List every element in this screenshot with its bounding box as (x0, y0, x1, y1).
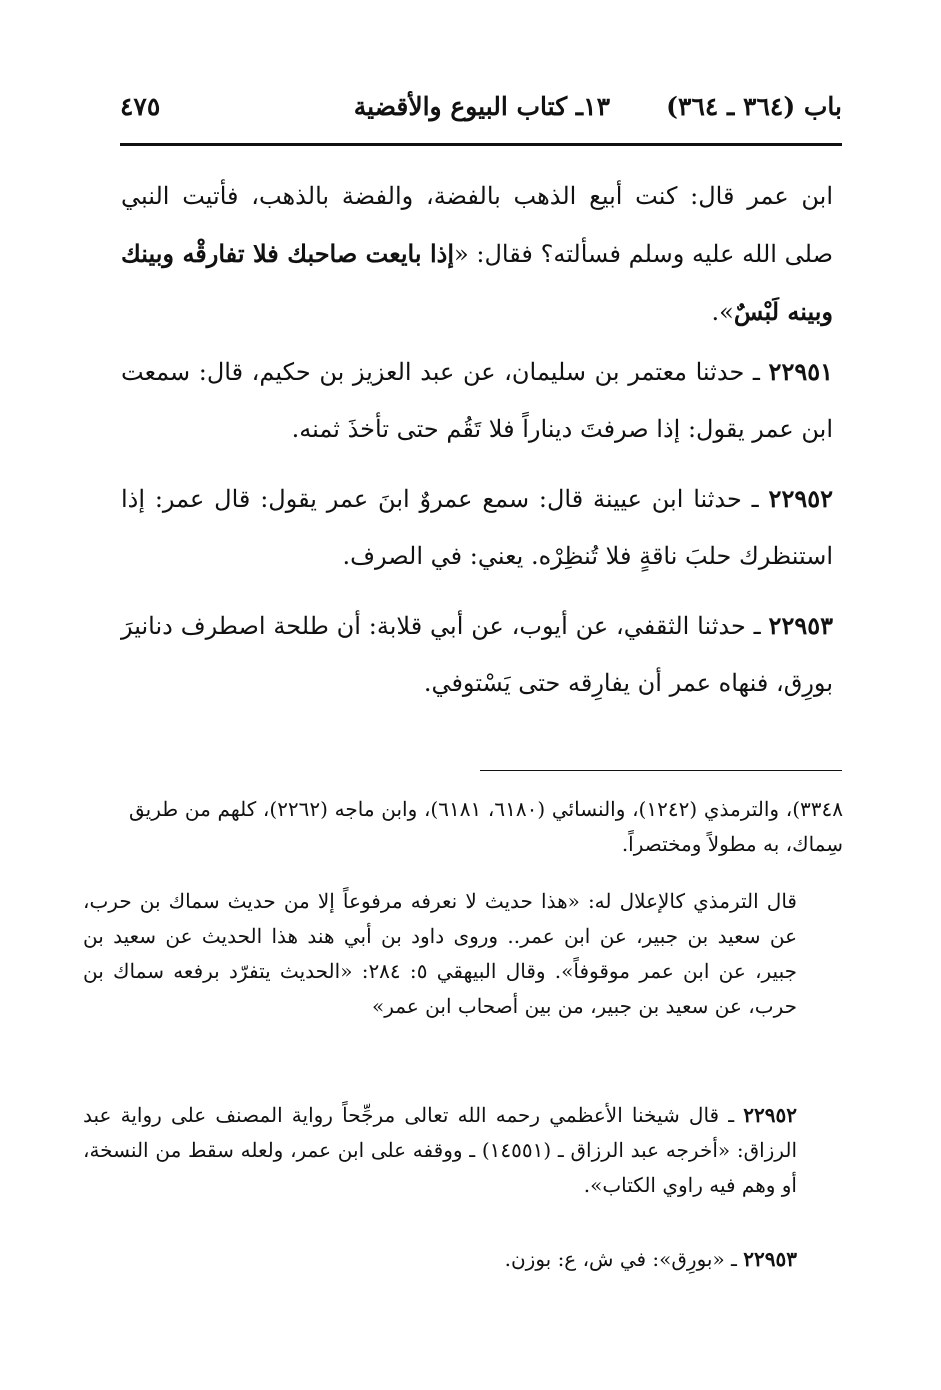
footnote-separator (480, 770, 842, 771)
footnote-text: ـ «بورِق»: في ش، ع: بوزن. (504, 1247, 744, 1271)
page-number: ٤٧٥ (120, 92, 161, 121)
hadith-number: ٢٢٩٥٣ (768, 611, 833, 640)
chapter-heading: باب (٣٦٤ ـ ٣٦٤) (666, 92, 842, 121)
footnote-number: ٢٢٩٥٣ (743, 1247, 797, 1271)
footnote-22953 (83, 1242, 843, 1277)
footnote-number: ٢٢٩٥٢ (743, 1103, 797, 1127)
continuation-text: ابن عمر قال: كنت أبيع الذهب بالفضة، والفضة بالذهب، فأتيت النبي صلى الله عليه وسلم فسألته؟ فقال: « (121, 182, 833, 268)
hadith-22951 (121, 343, 833, 458)
hadith-text: ـ حدثنا ابن عيينة قال: سمع عمروٌ ابنَ عمر يقول: قال عمر: إذا استنظرك حلبَ ناقةٍ فلا تُنظِرْه. يعني: في الصرف. (121, 485, 833, 570)
footnote-22952 (83, 1098, 843, 1203)
continuation-paragraph (121, 168, 833, 341)
hadith-text: ـ حدثنا معتمر بن سليمان، عن عبد العزيز بن حكيم، قال: سمعت ابن عمر يقول: إذا صرفتَ ديناراً فلا تَقُم حتى تأخذَ ثمنه. (121, 358, 833, 443)
footnote-text: ـ قال شيخنا الأعظمي رحمه الله تعالى مرجِّحاً رواية المصنف على رواية عبد الرزاق: «أخرجه عبد الرزاق ـ (١٤٥٥١) ـ ووقفه على ابن عمر، ولعله سقط من النسخة، أو وهم فيه راوي الكتاب». (83, 1103, 797, 1197)
hadith-number: ٢٢٩٥٢ (768, 484, 833, 513)
book-heading: ١٣ـ كتاب البيوع والأقضية (353, 92, 610, 121)
running-header (120, 88, 842, 132)
footnote-tirmidhi: قال الترمذي كالإعلال له: «هذا حديث لا نعرفه مرفوعاً إلا من حديث سماك بن حرب، عن سعيد بن جبير، عن ابن عمر.. وروى داود بن أبي هند هذا الحديث عن سعيد بن جبير، عن ابن عمر موقوفاً». وقال البيهقي ٥: ٢٨٤: «الحديث يتفرّد برفعه سماك بن حرب، عن سعيد بن جبير، من بين أصحاب ابن عمر» (83, 889, 797, 1018)
continuation-quote: إذا بايعت صاحبك فلا تفارقْه وبينك وبينه لَبْسٌ (121, 239, 833, 326)
header-rule (120, 143, 842, 146)
hadith-22952 (121, 470, 833, 585)
footnote-continuation: ٣٣٤٨)، والترمذي (١٢٤٢)، والنسائي (٦١٨٠، ٦١٨١)، وابن ماجه (٢٢٦٢)، كلهم من طريق سِماك، به مطولاً ومختصراً. (129, 797, 844, 856)
hadith-22953 (121, 597, 833, 712)
hadith-text: ـ حدثنا الثقفي، عن أيوب، عن أبي قلابة: أن طلحة اصطرف دنانيرَ بورِق، فنهاه عمر أن يفارِقه حتى يَسْتوفي. (121, 612, 833, 697)
hadith-number: ٢٢٩٥١ (768, 357, 833, 386)
continuation-end: ». (711, 298, 734, 326)
